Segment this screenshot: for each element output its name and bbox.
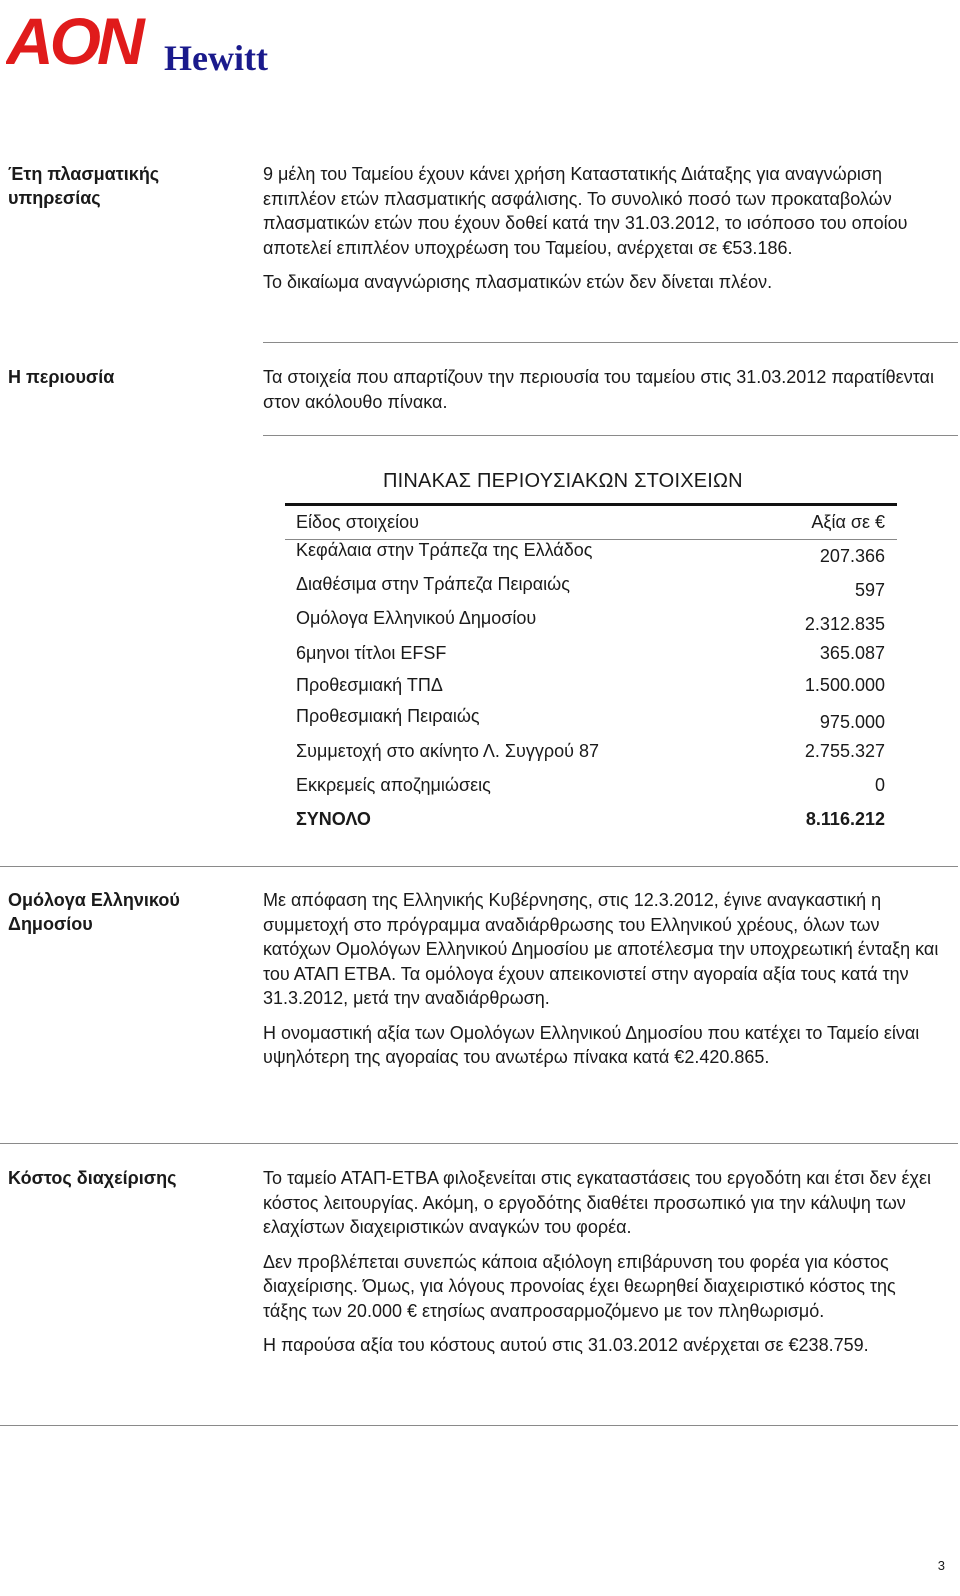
- section-label: Η περιουσία: [8, 367, 115, 387]
- row-value: 1.500.000: [804, 675, 885, 695]
- column-header-value: Αξία σε €: [811, 512, 885, 532]
- divider: [0, 1425, 958, 1426]
- row-item: Διαθέσιμα στην Τράπεζα Πειραιώς: [296, 574, 570, 594]
- row-item: Κεφάλαια στην Τράπεζα της Ελλάδος: [296, 540, 593, 560]
- divider: [263, 342, 958, 343]
- paragraph: Το δικαίωμα αναγνώρισης πλασματικών ετών δεν δίνεται πλέον.: [263, 272, 773, 292]
- paragraph: Το ταμείο ΑΤΑΠ-ΕΤΒΑ φιλοξενείται στις εγκαταστάσεις του εργοδότη και έτσι δεν έχει κόστος λειτουργίας. Ακόμη, ο εργοδότης διαθέτει προσωπικό για την κάλυψη των ελαχίστων διαχειριστικών αναγκών του φορέα.: [263, 1168, 931, 1237]
- table-row: [285, 706, 897, 740]
- section-body: [263, 1166, 943, 1368]
- logo-graphic: [6, 4, 276, 74]
- table-row: [285, 741, 897, 775]
- row-value: 2.312.835: [804, 614, 885, 634]
- row-value: 207.366: [819, 546, 885, 566]
- row-value: 2.755.327: [804, 741, 885, 761]
- section-body: [263, 365, 943, 424]
- total-value: 8.116.212: [805, 809, 885, 829]
- table-row: [285, 608, 897, 642]
- section-body: [263, 888, 943, 1080]
- paragraph: Με απόφαση της Ελληνικής Κυβέρνησης, στις 12.3.2012, έγινε αναγκαστική η συμμετοχή στο πρόγραμμα αναδιάρθρωσης του Ελληνικού χρέους, όλων των κατόχων Ομολόγων Ελληνικού Δημοσίου με αποτέλεσμα την υποχρεωτική ένταξη και του ΑΤΑΠ ΕΤΒΑ. Τα ομόλογα έχουν απεικονιστεί στην αγοραία αξία τους κατά την 31.3.2012, μετά την αναδιάρθρωση.: [263, 890, 939, 1008]
- table-row: [285, 540, 897, 574]
- paragraph: 9 μέλη του Ταμείου έχουν κάνει χρήση Καταστατικής Διάταξης για αναγνώριση επιπλέον ετών πλασματικής ασφάλισης. Το συνολικό ποσό των προκαταβολών πλασματικών ετών που έχουν δοθεί κατά την 31.03.2012, το ισόποσο του οποίου αποτελεί επιπλέον υποχρέωση του Ταμείου, ανέρχεται σε €53.186.: [263, 164, 908, 258]
- total-label: ΣΥΝΟΛΟ: [296, 809, 371, 829]
- logo-primary-text: AON: [6, 4, 141, 74]
- row-item: Συμμετοχή στο ακίνητο Λ. Συγγρού 87: [296, 741, 599, 761]
- row-item: Προθεσμιακή ΤΠΔ: [296, 675, 443, 695]
- divider: [0, 1143, 958, 1144]
- table-top-rule: [285, 503, 897, 506]
- row-value: 975.000: [819, 712, 885, 732]
- paragraph: Δεν προβλέπεται συνεπώς κάποια αξιόλογη επιβάρυνση του φορέα για κόστος διαχείρισης. Όμως, για λόγους προνοίας έχει θεωρηθεί διαχειριστικό κόστος της τάξης των 20.000 € ετησίως αναπροσαρμοζόμενο με τον πληθωρισμό.: [263, 1251, 896, 1321]
- section-label: Κόστος διαχείρισης: [8, 1168, 177, 1188]
- table-row: [285, 643, 897, 677]
- row-item: Προθεσμιακή Πειραιώς: [296, 706, 480, 726]
- table-row: [285, 675, 897, 709]
- row-value: 0: [874, 775, 885, 795]
- column-header-item: Είδος στοιχείου: [296, 512, 420, 532]
- section-body: [263, 162, 943, 305]
- page-number: 3: [937, 1558, 945, 1573]
- row-value: 597: [854, 580, 885, 600]
- row-item: Ομόλογα Ελληνικού Δημοσίου: [296, 608, 537, 628]
- divider: [0, 866, 958, 867]
- section-label: Ομόλογα Ελληνικού Δημοσίου: [8, 890, 180, 934]
- logo-secondary-text: Hewitt: [164, 38, 268, 74]
- table-header: [285, 507, 897, 540]
- paragraph: Τα στοιχεία που απαρτίζουν την περιουσία του ταμείου στις 31.03.2012 παρατίθενται στον ακόλουθο πίνακα.: [263, 367, 934, 412]
- paragraph: Η παρούσα αξία του κόστους αυτού στις 31.03.2012 ανέρχεται σε €238.759.: [263, 1335, 869, 1355]
- section-label: Έτη πλασματικής υπηρεσίας: [8, 164, 160, 208]
- row-value: 365.087: [819, 643, 885, 663]
- paragraph: Η ονομαστική αξία των Ομολόγων Ελληνικού Δημοσίου που κατέχει το Ταμείο είναι υψηλότερη της αγοραίας του ανωτέρω πίνακα κατά €2.420.865.: [263, 1022, 920, 1067]
- row-item: Εκκρεμείς αποζημιώσεις: [296, 775, 491, 795]
- table-row: [285, 775, 897, 809]
- aon-hewitt-logo: [6, 4, 276, 74]
- asset-table-title: ΠΙΝΑΚΑΣ ΠΕΡΙΟΥΣΙΑΚΩΝ ΣΤΟΙΧΕΙΩΝ: [383, 470, 743, 492]
- table-row: [285, 574, 897, 608]
- divider: [263, 435, 958, 436]
- row-item: 6μηνοι τίτλοι EFSF: [296, 643, 447, 663]
- table-total-row: [285, 809, 897, 843]
